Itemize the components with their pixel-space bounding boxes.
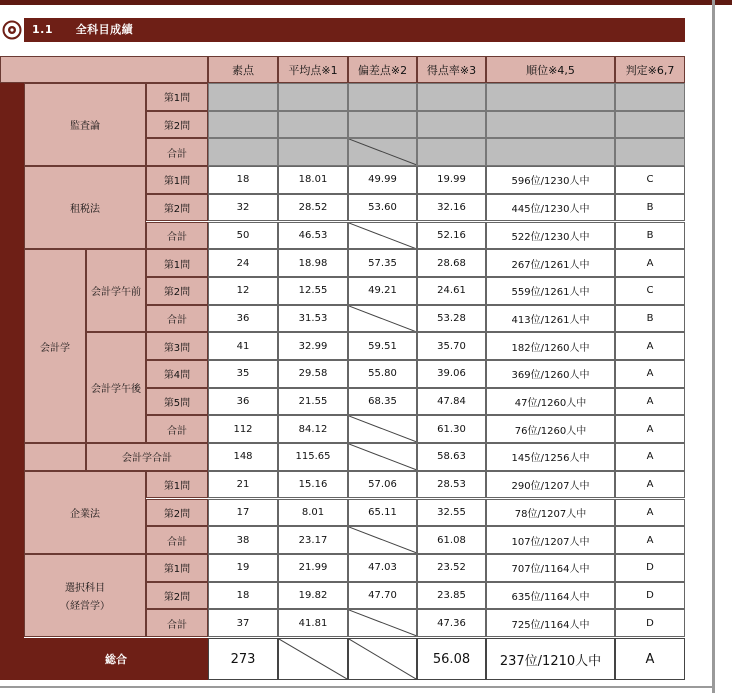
cell-score xyxy=(208,138,278,166)
cell-rank: 635位/1164人中 xyxy=(486,582,615,610)
diagonal-slash xyxy=(349,444,416,470)
cell-score: 148 xyxy=(208,443,278,471)
cell-judge: A xyxy=(615,332,685,360)
question-label: 第4問 xyxy=(146,360,208,388)
cell-rate: 24.61 xyxy=(417,277,486,305)
cell-avg xyxy=(278,111,348,139)
subject-name-text: 選択科目 xyxy=(65,582,105,594)
cell-score: 21 xyxy=(208,471,278,499)
subject-name-sub: （経営学） xyxy=(60,600,110,612)
cell-dev xyxy=(348,305,417,333)
overall-rate: 56.08 xyxy=(417,638,486,680)
cell-dev: 57.35 xyxy=(348,249,417,277)
cell-rate: 23.52 xyxy=(417,554,486,582)
cell-rank: 145位/1256人中 xyxy=(486,443,615,471)
cell-rate: 35.70 xyxy=(417,332,486,360)
cell-rank: 76位/1260人中 xyxy=(486,415,615,443)
question-label: 合計 xyxy=(146,305,208,333)
diagonal-slash xyxy=(279,639,347,679)
cell-avg: 84.12 xyxy=(278,415,348,443)
top-border xyxy=(0,0,732,5)
diagonal-slash xyxy=(349,527,416,553)
cell-score: 18 xyxy=(208,166,278,194)
question-label: 第5問 xyxy=(146,388,208,416)
cell-score: 35 xyxy=(208,360,278,388)
subgroup-name: 会計学午前 xyxy=(86,249,146,332)
header-rate: 得点率※3 xyxy=(417,56,486,83)
cell-score: 112 xyxy=(208,415,278,443)
question-label: 第2問 xyxy=(146,499,208,527)
cell-rate: 61.08 xyxy=(417,526,486,554)
cell-avg xyxy=(278,138,348,166)
cell-rate: 47.36 xyxy=(417,609,486,637)
cell-dev: 59.51 xyxy=(348,332,417,360)
cell-rate: 28.53 xyxy=(417,471,486,499)
cell-rate xyxy=(417,83,486,111)
cell-dev: 49.99 xyxy=(348,166,417,194)
subject-name: 監査論 xyxy=(24,83,146,166)
cell-avg: 18.98 xyxy=(278,249,348,277)
cell-judge: D xyxy=(615,582,685,610)
cell-dev: 47.70 xyxy=(348,582,417,610)
question-label: 第1問 xyxy=(146,83,208,111)
overall-average-slash xyxy=(278,638,348,680)
cell-judge: C xyxy=(615,166,685,194)
cell-rank: 522位/1230人中 xyxy=(486,222,615,250)
diagonal-slash xyxy=(349,416,416,442)
cell-judge xyxy=(615,83,685,111)
page-edge-bottom xyxy=(0,686,714,688)
cell-rate: 61.30 xyxy=(417,415,486,443)
cell-rank: 267位/1261人中 xyxy=(486,249,615,277)
cell-avg: 21.99 xyxy=(278,554,348,582)
cell-dev: 47.03 xyxy=(348,554,417,582)
cell-score: 19 xyxy=(208,554,278,582)
cell-judge: A xyxy=(615,415,685,443)
diagonal-slash xyxy=(349,610,416,636)
cell-score: 36 xyxy=(208,388,278,416)
cell-judge: B xyxy=(615,305,685,333)
cell-dev xyxy=(348,415,417,443)
cell-score: 17 xyxy=(208,499,278,527)
cell-rate: 32.55 xyxy=(417,499,486,527)
question-label: 第1問 xyxy=(146,166,208,194)
question-label: 合計 xyxy=(146,222,208,250)
cell-judge: D xyxy=(615,609,685,637)
cell-avg: 21.55 xyxy=(278,388,348,416)
cell-judge: A xyxy=(615,499,685,527)
accounting-total-label: 会計学合計 xyxy=(86,443,208,471)
cell-dev: 68.35 xyxy=(348,388,417,416)
cell-judge xyxy=(615,111,685,139)
cell-judge: A xyxy=(615,471,685,499)
cell-avg: 8.01 xyxy=(278,499,348,527)
cell-score: 36 xyxy=(208,305,278,333)
cell-rate: 53.28 xyxy=(417,305,486,333)
cell-avg: 41.81 xyxy=(278,609,348,637)
question-label: 第2問 xyxy=(146,277,208,305)
cell-rank xyxy=(486,138,615,166)
overall-deviation-slash xyxy=(348,638,417,680)
question-label: 合計 xyxy=(146,609,208,637)
cell-avg: 12.55 xyxy=(278,277,348,305)
cell-dev xyxy=(348,83,417,111)
cell-rate xyxy=(417,138,486,166)
cell-judge: A xyxy=(615,526,685,554)
cell-avg: 115.65 xyxy=(278,443,348,471)
question-label: 第3問 xyxy=(146,332,208,360)
cell-rank: 290位/1207人中 xyxy=(486,471,615,499)
header-deviation: 偏差点※2 xyxy=(348,56,417,83)
diagonal-slash xyxy=(349,639,416,679)
cell-dev: 57.06 xyxy=(348,471,417,499)
cell-avg: 15.16 xyxy=(278,471,348,499)
cell-rank: 369位/1260人中 xyxy=(486,360,615,388)
cell-rank: 725位/1164人中 xyxy=(486,609,615,637)
cell-judge xyxy=(615,138,685,166)
diagonal-slash xyxy=(349,223,416,249)
cell-rank xyxy=(486,83,615,111)
cell-rate: 32.16 xyxy=(417,194,486,222)
cell-avg: 46.53 xyxy=(278,222,348,250)
cell-score: 41 xyxy=(208,332,278,360)
section-number: 1.1 xyxy=(32,23,53,36)
header-score: 素点 xyxy=(208,56,278,83)
diagonal-slash xyxy=(349,139,416,165)
cell-judge: A xyxy=(615,443,685,471)
cell-rank: 78位/1207人中 xyxy=(486,499,615,527)
cell-judge: A xyxy=(615,249,685,277)
subject-name xyxy=(24,554,146,637)
cell-rank: 413位/1261人中 xyxy=(486,305,615,333)
cell-avg: 18.01 xyxy=(278,166,348,194)
overall-label: 総合 xyxy=(24,638,208,680)
cell-judge: A xyxy=(615,388,685,416)
question-label: 第2問 xyxy=(146,194,208,222)
subject-name: 会計学 xyxy=(24,249,86,443)
cell-score: 12 xyxy=(208,277,278,305)
header-rank: 順位※4,5 xyxy=(486,56,615,83)
cell-judge: C xyxy=(615,277,685,305)
cell-rank: 707位/1164人中 xyxy=(486,554,615,582)
cell-judge: D xyxy=(615,554,685,582)
cell-judge: B xyxy=(615,222,685,250)
subject-name: 租税法 xyxy=(24,166,146,249)
cell-score: 50 xyxy=(208,222,278,250)
cell-dev xyxy=(348,111,417,139)
question-label: 合計 xyxy=(146,526,208,554)
cell-avg: 32.99 xyxy=(278,332,348,360)
cell-judge: B xyxy=(615,194,685,222)
cell-dev: 53.60 xyxy=(348,194,417,222)
header-judgment: 判定※6,7 xyxy=(615,56,685,83)
cell-avg: 23.17 xyxy=(278,526,348,554)
cell-dev: 65.11 xyxy=(348,499,417,527)
subject-name-text: 企業法 xyxy=(70,508,100,520)
question-label: 第1問 xyxy=(146,471,208,499)
cell-avg: 29.58 xyxy=(278,360,348,388)
cell-rank: 559位/1261人中 xyxy=(486,277,615,305)
question-label: 第1問 xyxy=(146,554,208,582)
sidebar-accent xyxy=(0,83,24,680)
cell-rate: 39.06 xyxy=(417,360,486,388)
cell-rate: 58.63 xyxy=(417,443,486,471)
cell-rate: 52.16 xyxy=(417,222,486,250)
cell-rate: 19.99 xyxy=(417,166,486,194)
subject-name xyxy=(24,471,146,554)
cell-dev xyxy=(348,526,417,554)
header-corner xyxy=(0,56,208,83)
cell-rate: 28.68 xyxy=(417,249,486,277)
cell-score xyxy=(208,83,278,111)
cell-dev xyxy=(348,443,417,471)
cell-rate: 23.85 xyxy=(417,582,486,610)
cell-rank: 107位/1207人中 xyxy=(486,526,615,554)
cell-dev xyxy=(348,138,417,166)
cell-score xyxy=(208,111,278,139)
cell-avg xyxy=(278,83,348,111)
cell-dev: 49.21 xyxy=(348,277,417,305)
cell-avg: 28.52 xyxy=(278,194,348,222)
cell-avg: 31.53 xyxy=(278,305,348,333)
cell-rank: 445位/1230人中 xyxy=(486,194,615,222)
question-label: 第2問 xyxy=(146,582,208,610)
section-title: 全科目成績 xyxy=(75,23,134,36)
cell-dev: 55.80 xyxy=(348,360,417,388)
cell-rank: 47位/1260人中 xyxy=(486,388,615,416)
cell-rank xyxy=(486,111,615,139)
overall-score: 273 xyxy=(208,638,278,680)
cell-rate xyxy=(417,111,486,139)
header-average: 平均点※1 xyxy=(278,56,348,83)
cell-score: 24 xyxy=(208,249,278,277)
section-header xyxy=(24,18,685,42)
page-edge-right xyxy=(712,0,715,693)
diagonal-slash xyxy=(349,306,416,332)
cell-rank: 182位/1260人中 xyxy=(486,332,615,360)
question-label: 第2問 xyxy=(146,111,208,139)
cell-rank: 596位/1230人中 xyxy=(486,166,615,194)
overall-rank: 237位/1210人中 xyxy=(486,638,615,680)
subgroup-name: 会計学午後 xyxy=(86,332,146,443)
cell-dev xyxy=(348,609,417,637)
cell-score: 32 xyxy=(208,194,278,222)
cell-score: 38 xyxy=(208,526,278,554)
question-label: 合計 xyxy=(146,415,208,443)
overall-judgment: A xyxy=(615,638,685,680)
cell-dev xyxy=(348,222,417,250)
question-label: 第1問 xyxy=(146,249,208,277)
cell-score: 37 xyxy=(208,609,278,637)
cell-score: 18 xyxy=(208,582,278,610)
cell-avg: 19.82 xyxy=(278,582,348,610)
logo-icon xyxy=(2,20,22,40)
question-label: 合計 xyxy=(146,138,208,166)
subject-spacer xyxy=(24,443,86,471)
cell-judge: A xyxy=(615,360,685,388)
cell-rate: 47.84 xyxy=(417,388,486,416)
